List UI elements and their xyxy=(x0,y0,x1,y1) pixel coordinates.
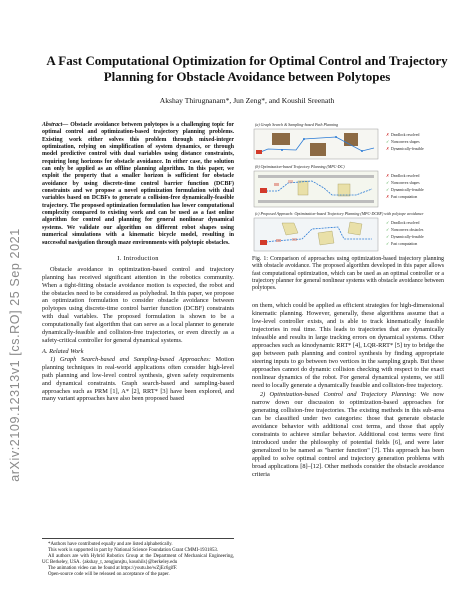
right-paragraph-continued: on them, which could be applied as efficient strategies for high-dimensional kinematic planning. However, generally, these algorithms assume that a low-level controller exists, and is able to track kinematically feasible trajectories in real time. This leads to trajectories that are dynamically infeasible and results in large tracking errors on dynamical systems. Other approaches such as kinodynamic RRT* [4], LQR-RRT* [5] try to bridge the gap between path planning and control synthesis by finding appropriate steering inputs to go between two vertices in the sampling graph. But these approaches cannot do dynamic collision checking with respect to the exact nonlinear dynamics of the robot. For general dynamical systems, we still need to locally generate a dynamically feasible and collision-free trajectory. xyxy=(252,302,444,389)
robot-ghost xyxy=(276,239,281,242)
robot-ghost xyxy=(274,183,279,186)
graph-node xyxy=(361,150,363,152)
optimization-text: We now narrow down our discussion to optimization-based approaches for generating collision-free trajectories. The existing methods in this sub-area can be classified under two categories: those that generate obstacle avoidance behavior with additional cost terms, and those that apply constraints to achieve similar behavior. Additional cost terms were first introduced under the philosophy of potential fields [6], and were later generalized to be named as "barrier function" [7]. This approach has been applied to solve optimal control and trajectory generation problems with broad applications [8]–[12]. Other methods consider the obstacle avoidance criteria xyxy=(252,391,444,478)
check-icon: ✓ xyxy=(386,242,390,246)
graph-search-heading: 1) Graph Search-based and Sampling-based Approaches: xyxy=(50,355,211,363)
subsection-heading-related-work: A. Related Work xyxy=(42,347,84,355)
arxiv-identifier-stamp xyxy=(4,140,26,570)
robot-car xyxy=(260,188,267,193)
legend-c-item: Fast computation xyxy=(391,242,418,246)
legend-c-item: Nonconvex obstacles xyxy=(391,228,424,232)
cross-icon: ✗ xyxy=(386,195,390,199)
graph-node xyxy=(335,136,337,138)
panel-b-title: (b) Optimization-based Trajectory Planning (MPC-DC) xyxy=(255,164,345,169)
legend-c xyxy=(386,221,424,246)
obstacle-block xyxy=(344,133,358,146)
footnote: This work is supported in part by National Science Foundation Grant CMMI-1931853. xyxy=(48,547,219,553)
check-icon: ✓ xyxy=(386,221,390,225)
check-icon: ✓ xyxy=(386,228,390,232)
robot-ghost xyxy=(292,238,297,241)
cross-icon: ✗ xyxy=(386,133,390,137)
optimization-paragraph xyxy=(252,391,444,478)
footnote: The animation video can be found at https://youtu.be/wZjEc6gifF. xyxy=(48,565,178,571)
check-icon: ✓ xyxy=(386,235,390,239)
legend-c-item: Dynamically-feasible xyxy=(391,235,424,239)
legend-a xyxy=(386,133,424,151)
arxiv-stamp-text: arXiv:2109.12313v1 [cs.RO] 25 Sep 2021 xyxy=(8,228,23,482)
graph-node xyxy=(303,138,305,140)
legend-a-item: Dynamically-feasible xyxy=(391,147,424,151)
footnote: *Authors have contributed equally and are listed alphabetically. xyxy=(48,542,173,547)
obstacle-block xyxy=(298,181,308,195)
check-icon: ✓ xyxy=(386,140,390,144)
cross-icon: ✗ xyxy=(386,174,390,178)
graph-search-paragraph xyxy=(42,356,234,403)
figure-1-caption: Fig. 1: Comparison of approaches using optimization-based trajectory planning with obstacle avoidance. The proposed algorithm developed in this paper allows fast computational optimization, which can be used as an optimal controller or a trajectory planner for general nonlinear systems with obstacle avoidance between polytopes. xyxy=(252,256,444,292)
graph-node xyxy=(281,149,283,151)
check-icon: ✓ xyxy=(386,181,390,185)
polytope-obstacle xyxy=(348,222,362,235)
section-heading-introduction: I. Introduction xyxy=(117,254,159,262)
polytope-obstacle xyxy=(318,231,334,245)
panel-a-title: (a) Graph Search & Sampling-based Path Planning xyxy=(255,122,339,127)
panel-c-title: (c) Proposed Approach: Optimization-based Trajectory Planning (MPC-DCBF) with polytope avoidance xyxy=(255,211,424,216)
legend-a-item: Deadlock resolved xyxy=(391,133,420,137)
legend-a-item: Nonconvex shapes xyxy=(391,140,420,144)
legend-b-item: Nonconvex shapes xyxy=(391,181,420,185)
legend-b-item: Deadlock resolved xyxy=(391,174,420,178)
graph-search-text: Motion planning techniques in real-world applications often consider high-level path planning and low-level control synthesis, given safety requirements and dynamical constraints. Graph search-based and sampling-based approaches such as PRM [1], A* [2], RRT* [3] have been explored, and many variant approaches have also been proposed based xyxy=(42,355,235,403)
wall xyxy=(258,200,374,203)
wall xyxy=(258,175,374,178)
footnotes xyxy=(42,538,234,577)
abstract-label: Abstract xyxy=(42,122,63,128)
legend-b-item: Dynamically-feasible xyxy=(391,188,424,192)
robot-ghost xyxy=(288,180,293,183)
figure-1-diagram xyxy=(252,119,444,253)
right-column xyxy=(252,119,444,478)
cross-icon: ✗ xyxy=(386,147,390,151)
check-icon: ✓ xyxy=(386,188,390,192)
paper-authors: Akshay Thirugnanam*, Jun Zeng*, and Koushil Sreenath xyxy=(159,96,335,105)
figure-1 xyxy=(252,119,444,292)
abstract-text: — Obstacle avoidance between polytopes is a challenging topic for optimal control and optimization-based trajectory planning problems. Existing work either solves this problem through mixed-integer optimization, relying on simplification of system dynamics, or through model predictive control with dual variables using distance constraints, requiring long horizons for obstacle avoidance. In either case, the solution can only be applied as an offline planning algorithm. In this paper, we exploit the property that a smaller horizon is sufficient for obstacle avoidance by using discrete-time control barrier function (DCBF) constraints and we propose a novel optimization formulation with dual variables based on DCBFs to generate a collision-free dynamically-feasible trajectory. The proposed optimization formulation has lower computational complexity compared to existing work and can be used as a fast online algorithm for control and planning for general nonlinear dynamical systems. We validate our algorithm on different robot shapes using numerical simulations with a kinematic bicycle model, resulting in successful navigation through maze environments with polytopic obstacles. xyxy=(42,122,234,246)
abstract xyxy=(42,122,234,247)
footnote: All authors are with Hybrid Robotics Group at the Department of Mechanical Engineering, UC Berkeley, USA. {akshay_t, zengjunsjtu, koushils}@berkeley.edu xyxy=(42,553,234,565)
footnote: Open-source code will be released on acceptance of the paper. xyxy=(48,571,170,577)
optimization-heading: 2) Optimization-based Control and Trajectory Planning: xyxy=(260,391,417,399)
obstacle-block xyxy=(338,184,350,196)
legend-b-item: Fast computation xyxy=(391,195,418,199)
obstacle-block xyxy=(272,133,290,145)
robot-car xyxy=(260,240,267,245)
legend-b xyxy=(386,174,424,199)
obstacle-block xyxy=(310,143,326,156)
intro-paragraph: Obstacle avoidance in optimization-based control and trajectory planning has received significant attention in the robotics community. When a tight-fitting obstacle avoidance motion is expected, the robot and the obstacles need to be considered as polyhedral. In this paper, we propose an optimization formulation to consider obstacle avoidance between polytopes using discrete-time control barrier function (DCBF) constraints with dual variables. The proposed formulation is shown to be a computationally fast algorithm that can serve as a local planner to generate dynamically-feasible and collision-free trajectories, or even directly as a safety-critical controller for general dynamical systems. xyxy=(42,265,234,344)
robot-car xyxy=(256,150,262,154)
left-column xyxy=(42,122,234,403)
legend-c-item: Deadlock resolved xyxy=(391,221,420,225)
paper-title: A Fast Computational Optimization for Optimal Control and Trajectory Planning for Obstacle Avoidance between Polytopes xyxy=(46,53,448,84)
